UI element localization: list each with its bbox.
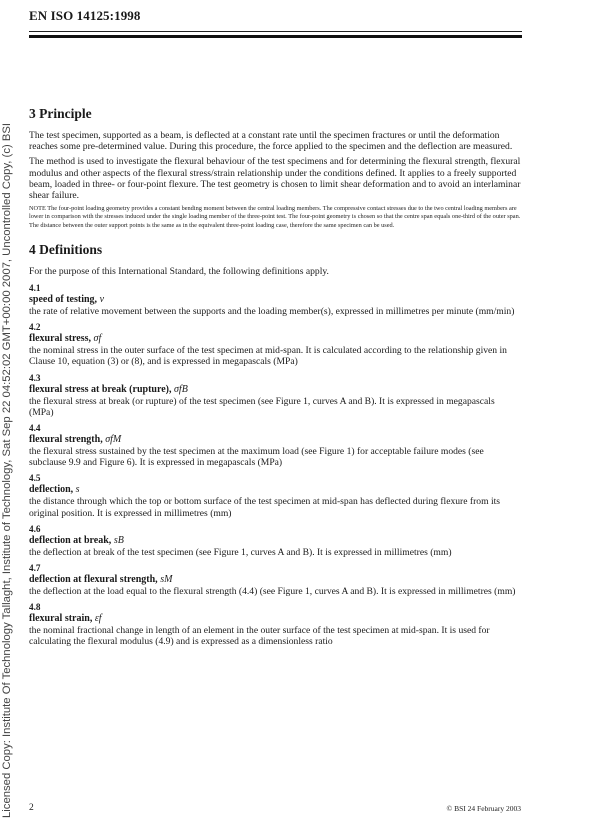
header-rule-thick: [29, 35, 522, 38]
definition-item: [29, 423, 521, 468]
definition-number: 4.4: [29, 423, 41, 434]
definition-item: [29, 283, 521, 317]
definition-number: 4.2: [29, 322, 41, 333]
section-principle: [29, 106, 521, 230]
intro-paragraph: For the purpose of this International Standard, the following definitions apply.: [29, 265, 329, 277]
definition-item: [29, 524, 521, 558]
definition-item: [29, 322, 521, 367]
section-heading: 4 Definitions: [29, 241, 103, 257]
license-watermark: Licensed Copy: Institute Of Technology Tallaght, Institute of Technology, Sat Sep 22 04:52:02 GMT+00:00 2007, Uncontrolled Copy, (c) BSI: [1, 122, 13, 818]
definition-item: [29, 563, 521, 597]
definition-term: deflection at flexural strength, sM: [29, 574, 173, 586]
definition-term: speed of testing, v: [29, 294, 105, 306]
definition-number: 4.5: [29, 473, 41, 484]
definition-number: 4.1: [29, 283, 41, 294]
note-paragraph: NOTE The four-point loading geometry provides a constant bending moment between the central loading members. The compressive contact stresses due to the two central loading members are lower in comparison with the stresses induced under the single loading member of the three-point test. The four-point geometry is chosen so that the centre span equals one-third of the outer span. The distance between the outer support points is the same as in the equivalent three-point loading case, therefore the same specimen can be used.: [29, 205, 521, 229]
paragraph: The test specimen, supported as a beam, is deflected at a constant rate until the specimen fractures or until the deformation reaches some pre-determined value. During this procedure, the force applied to the specimen and the deflection are measured.: [29, 130, 513, 153]
copyright-notice: © BSI 24 February 2003: [446, 804, 521, 813]
definition-term: deflection, s: [29, 484, 80, 496]
definition-term: flexural stress at break (rupture), σfB: [29, 383, 188, 395]
definition-symbol: sB: [113, 534, 124, 546]
definition-symbol: σf: [93, 333, 102, 345]
definition-description: the deflection at the load equal to the flexural strength (4.4) (see Figure 1, curves A and B). It is expressed in millimetres (mm): [29, 586, 516, 598]
definition-item: [29, 602, 521, 647]
definition-number: 4.3: [29, 372, 41, 383]
definition-description: the flexural stress sustained by the test specimen at the maximum load (see Figure 1) for acceptable failure modes (see subclause 9.9 and Figure 6). It is expressed in megapascals (MPa): [29, 446, 484, 469]
definition-description: the rate of relative movement between the supports and the loading member(s), expressed in millimetres per minute (mm/min): [29, 306, 515, 318]
section-definitions: [29, 242, 521, 648]
definition-symbol: sM: [160, 574, 173, 586]
definition-item: [29, 373, 521, 418]
definition-number: 4.7: [29, 563, 41, 574]
paragraph: The method is used to investigate the flexural behaviour of the test specimens and for determining the flexural strength, flexural modulus and other aspects of the flexural stress/strain relationship under the conditions defined. It applies to a freely supported beam, loaded in three- or four-point flexure. The test geometry is chosen to limit shear deformation and to avoid an interlaminar shear failure.: [29, 156, 521, 202]
definition-description: the nominal stress in the outer surface of the test specimen at mid-span. It is calculated according to the relationship given in Clause 10, equation (3) or (8), and is expressed in megapascals (MPa): [29, 345, 507, 368]
definition-symbol: s: [75, 484, 80, 496]
definition-description: the flexural stress at break (or rupture) of the test specimen (see Figure 1, curves A and B). It is expressed in megapascals (MPa): [29, 395, 495, 418]
definition-number: 4.6: [29, 523, 41, 534]
document-title: EN ISO 14125:1998: [29, 8, 141, 23]
section-heading: 3 Principle: [29, 106, 92, 121]
page-content: [29, 106, 521, 648]
definition-number: 4.8: [29, 602, 41, 613]
page-number: 2: [29, 803, 34, 813]
header-rule-thin: [29, 31, 522, 32]
definition-symbol: v: [99, 294, 105, 306]
definition-description: the nominal fractional change in length of an element in the outer surface of the test specimen at mid-span. It is used for calculating the flexural modulus (4.9) and is expressed as a dimensionless ratio: [29, 625, 490, 648]
definition-item: [29, 473, 521, 518]
definition-term: flexural stress, σf: [29, 333, 102, 345]
definition-symbol: σfM: [105, 434, 122, 446]
definition-term: flexural strength, σfM: [29, 434, 122, 446]
definition-symbol: εf: [94, 613, 102, 625]
definition-term: deflection at break, sB: [29, 534, 124, 546]
definition-description: the deflection at break of the test specimen (see Figure 1, curves A and B). It is expressed in millimetres (mm): [29, 546, 452, 558]
definition-symbol: σfB: [174, 383, 188, 395]
definition-term: flexural strain, εf: [29, 613, 102, 625]
definition-description: the distance through which the top or bottom surface of the test specimen at mid-span has deflected during flexure from its original position. It is expressed in millimetres (mm): [29, 496, 501, 519]
